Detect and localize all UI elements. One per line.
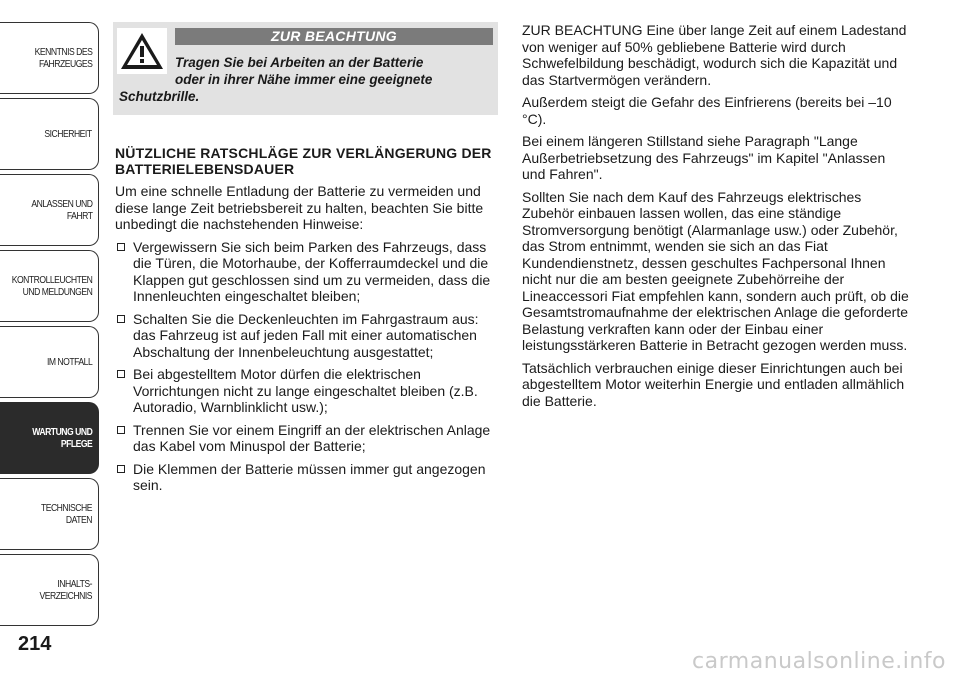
list-item-text: Bei abgestelltem Motor dürfen die elektrischen Vorrichtungen nicht zu lange eingeschaltet bleiben (z.B. Autoradio, Warnblinklicht usw.); xyxy=(133,366,478,415)
tab-label: TECHNISCHE DATEN xyxy=(40,502,92,526)
tab-label: SICHERHEIT xyxy=(44,128,92,140)
tab-label: KENNTNIS DES FAHRZEUGES xyxy=(34,46,92,70)
section-heading: NÜTZLICHE RATSCHLÄGE ZUR VERLÄNGERUNG DER BATTERIELEBENSDAUER xyxy=(115,145,492,177)
left-column xyxy=(115,145,495,500)
list-item-text: Die Klemmen der Batterie müssen immer gut angezogen sein. xyxy=(133,460,486,493)
paragraph: ZUR BEACHTUNG Eine über lange Zeit auf einem Ladestand von weniger auf 50% gebliebene Batterie wird durch Schwefelbildung beschädigt, wodurch sich die Kapazität und das Startvermögen verändern. xyxy=(522,22,907,88)
tab-inhaltsverzeichnis[interactable] xyxy=(0,554,99,626)
paragraph: Außerdem steigt die Gefahr des Einfrierens (bereits bei –10 °C). xyxy=(522,94,892,127)
tab-wartung-und-pflege[interactable] xyxy=(0,402,99,474)
checkbox-bullet-icon xyxy=(117,465,125,473)
tab-kontrolleuchten[interactable] xyxy=(0,250,99,322)
list-item-text: Trennen Sie vor einem Eingriff an der elektrischen Anlage das Kabel vom Minuspol der Batterie; xyxy=(133,421,491,454)
watermark: carmanualsonline.info xyxy=(692,649,946,674)
checkbox-bullet-icon xyxy=(117,315,125,323)
warning-box xyxy=(113,22,498,115)
tab-label: INHALTS- VERZEICHNIS xyxy=(39,578,92,602)
page-number: 214 xyxy=(18,633,52,655)
tab-sicherheit[interactable] xyxy=(0,98,99,170)
tab-im-notfall[interactable] xyxy=(0,326,99,398)
list-item xyxy=(115,461,495,494)
checkbox-bullet-icon xyxy=(117,370,125,378)
tab-anlassen-und-fahrt[interactable] xyxy=(0,174,99,246)
tab-kenntnis-des-fahrzeuges[interactable] xyxy=(0,22,99,94)
list-item xyxy=(115,311,495,361)
tab-technische-daten[interactable] xyxy=(0,478,99,550)
paragraph: Sollten Sie nach dem Kauf des Fahrzeugs elektrisches Zubehör einbauen lassen wollen, das eine ständige Stromversorgung benötigt (Alarmanlage usw.) oder Zubehör, das Strom entnimmt, wenden sie sich an das Fiat Kundendienstnetz, dessen geschultes Fachpersonal Ihnen nicht nur die am besten geeignete Zubehörreihe der Lineaccessori Fiat empfehlen kann, sondern auch prüft, ob die Gesamtstromaufnahme der elektrischen Anlage die geforderte Belastung verkraften kann oder der Einbau einer leistungsstärkeren Batterie in Betracht gezogen werden muss. xyxy=(522,188,909,353)
checkbox-bullet-icon xyxy=(117,426,125,434)
list-item xyxy=(115,366,495,416)
warning-line: oder in ihrer Nähe immer eine geeignete xyxy=(175,72,433,87)
warning-line: Tragen Sie bei Arbeiten an der Batterie xyxy=(175,55,424,70)
paragraph: Bei einem längeren Stillstand siehe Paragraph "Lange Außerbetriebsetzung des Fahrzeugs" im Kapitel "Anlassen und Fahren". xyxy=(522,133,886,182)
tab-label: KONTROLLEUCHTEN UND MELDUNGEN xyxy=(11,274,92,298)
list-item xyxy=(115,422,495,455)
tips-list xyxy=(115,239,495,494)
warning-text xyxy=(119,54,489,105)
tab-label: IM NOTFALL xyxy=(46,356,92,368)
paragraph: Tatsächlich verbrauchen einige dieser Einrichtungen auch bei abgestelltem Motor weiterhin Energie und entladen allmählich die Batterie. xyxy=(522,359,905,409)
intro-paragraph: Um eine schnelle Entladung der Batterie zu vermeiden und diese lange Zeit betriebsbereit zu halten, beachten Sie bitte unbedingt die nachstehenden Hinweise: xyxy=(115,183,484,232)
checkbox-bullet-icon xyxy=(117,243,125,251)
warning-line: Schutzbrille. xyxy=(119,89,200,104)
tab-label: ANLASSEN UND FAHRT xyxy=(30,198,92,222)
tab-label: WARTUNG UND PFLEGE xyxy=(31,426,92,450)
warning-header: ZUR BEACHTUNG xyxy=(175,28,493,45)
list-item xyxy=(115,239,495,305)
list-item-text: Schalten Sie die Deckenleuchten im Fahrgastraum aus: das Fahrzeug ist auf jeden Fall mit einer automatischen Abschaltung der Innenbeleuchtung ausgestattet; xyxy=(133,310,479,360)
list-item-text: Vergewissern Sie sich beim Parken des Fahrzeugs, dass die Türen, die Motorhaube, der Kofferraumdeckel und die Klappen gut geschlossen sind um zu vermeiden, dass die Innenleuchten eingeschaltet bleiben; xyxy=(133,238,491,304)
right-column xyxy=(522,22,912,415)
